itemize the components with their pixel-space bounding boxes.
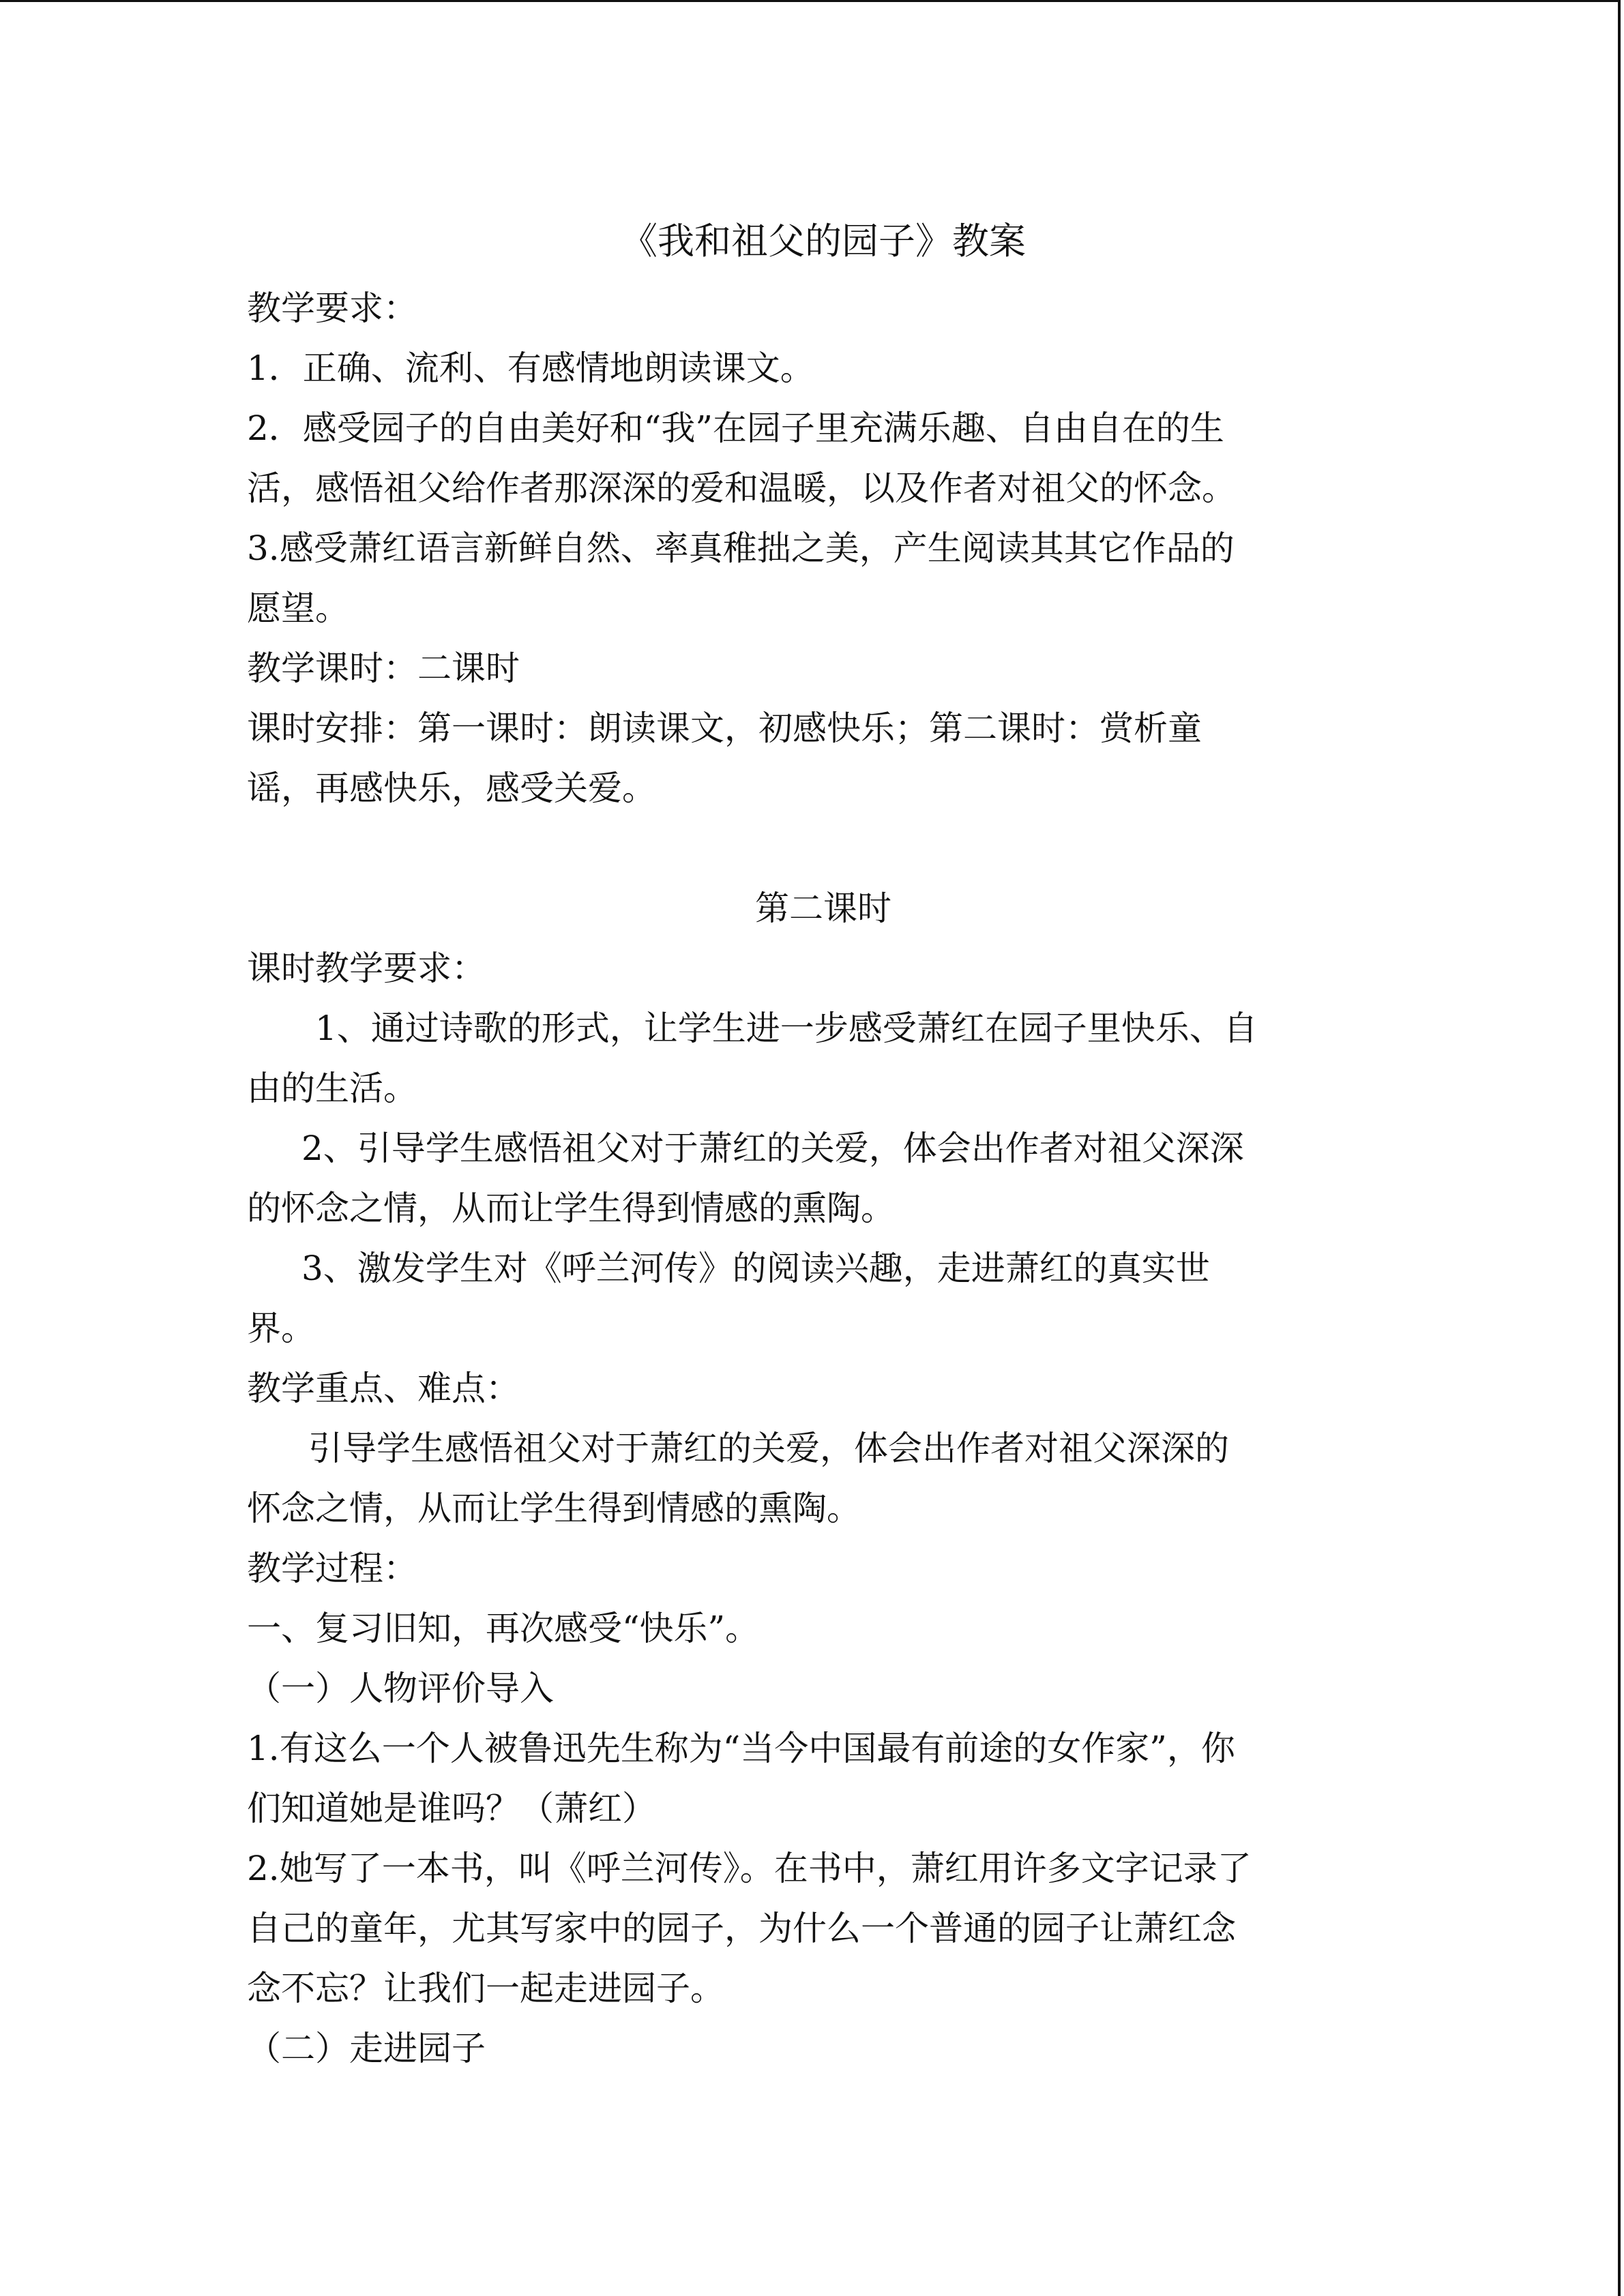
lesson-requirement-1-line-2: 由的生活。 [247,1069,417,1108]
focus-line-1: 引导学生感悟祖父对于萧红的关爱，体会出作者对祖父深深的 [308,1429,1229,1468]
question-2-line-3: 念不忘？让我们一起走进园子。 [247,1969,724,2008]
requirements-heading: 教学要求： [247,288,417,328]
schedule-line-2: 谣，再感快乐，感受关爱。 [247,769,656,808]
step-1-part-2: （二）走进园子 [247,2029,486,2068]
focus-line-2: 怀念之情，从而让学生得到情感的熏陶。 [247,1489,861,1528]
requirement-2-line-2: 活，感悟祖父给作者那深深的爱和温暖，以及作者对祖父的怀念。 [247,468,1236,508]
schedule-line-1: 课时安排：第一课时：朗读课文，初感快乐；第二课时：赏析童 [247,709,1202,748]
document-title: 《我和祖父的园子》教案 [621,220,1026,263]
step-1: 一、复习旧知，再次感受“快乐”。 [247,1609,760,1648]
process-heading: 教学过程： [247,1549,417,1588]
blank-line [247,818,1379,878]
focus-heading: 教学重点、难点： [247,1369,520,1408]
question-1-line-2: 们知道她是谁吗？（萧红） [247,1789,656,1828]
lesson-requirements-heading: 课时教学要求： [247,949,486,988]
teaching-hours: 教学课时：二课时 [247,648,520,688]
requirement-2-line-1: 2．感受园子的自由美好和“我”在园子里充满乐趣、自由自在的生 [247,408,1224,448]
document-body [247,205,1379,2078]
question-2-line-1: 2.她写了一本书，叫《呼兰河传》。在书中，萧红用许多文字记录了 [247,1849,1252,1888]
step-1-part-1: （一）人物评价导入 [247,1669,554,1708]
section-title: 第二课时 [755,889,891,928]
lesson-requirement-2-line-2: 的怀念之情，从而让学生得到情感的熏陶。 [247,1189,895,1228]
requirement-1: 1．正确、流利、有感情地朗读课文。 [247,348,814,388]
lesson-requirement-3-line-1: 3、激发学生对《呼兰河传》的阅读兴趣，走进萧红的真实世 [301,1249,1210,1288]
lesson-requirement-2-line-1: 2、引导学生感悟祖父对于萧红的关爱，体会出作者对祖父深深 [301,1129,1244,1168]
lesson-requirement-3-line-2: 界。 [247,1309,315,1348]
lesson-requirement-1-line-1: 1、通过诗歌的形式，让学生进一步感受萧红在园子里快乐、自 [315,1009,1258,1048]
question-2-line-2: 自己的童年，尤其写家中的园子，为什么一个普通的园子让萧红念 [247,1909,1236,1948]
question-1-line-1: 1.有这么一个人被鲁迅先生称为“当今中国最有前途的女作家”，你 [247,1729,1235,1768]
requirement-3-line-2: 愿望。 [247,588,349,628]
requirement-3-line-1: 3.感受萧红语言新鲜自然、率真稚拙之美，产生阅读其其它作品的 [247,528,1235,568]
